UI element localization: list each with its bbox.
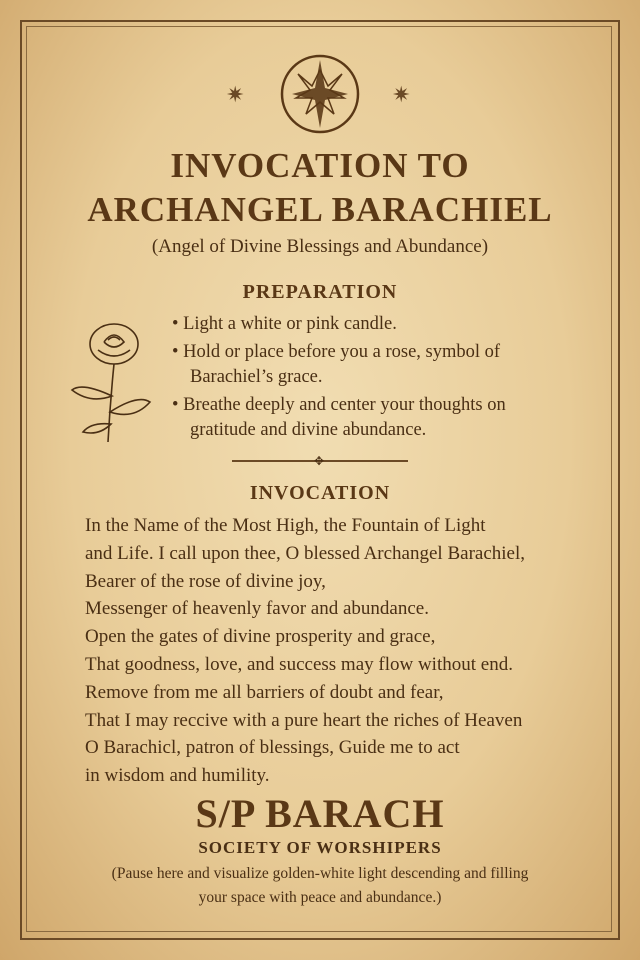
small-star-icon-right: ✷ (392, 82, 411, 107)
preparation-item: • Light a white or pink candle. (172, 314, 397, 334)
invocation-line: Remove from me all barriers of doubt and fear, (85, 681, 444, 703)
invocation-line: Bearer of the rose of divine joy, (85, 570, 326, 592)
invocation-heading: INVOCATION (249, 482, 391, 504)
rose-icon (64, 316, 156, 446)
compass-star-emblem (272, 52, 368, 136)
invocation-line: in wisdom and humility. (85, 765, 270, 787)
invocation-line: That goodness, love, and success may flow without end. (85, 653, 513, 675)
invocation-line: Messenger of heavenly favor and abundance. (85, 598, 429, 620)
title-line-2: ARCHANGEL BARACHIEL (87, 190, 553, 229)
invocation-text (85, 512, 525, 790)
preparation-item: • Breathe deeply and center your thoughts on gratitude and divine abundance. (172, 395, 506, 440)
invocation-line: and Life. I call upon thee, O blessed Archangel Barachiel, (85, 542, 525, 564)
preparation-heading: PREPARATION (242, 281, 398, 303)
invocation-line: O Barachicl, patron of blessings, Guide me to act (85, 737, 460, 759)
invocation-line: In the Name of the Most High, the Fountain of Light (85, 515, 486, 536)
subtitle: (Angel of Divine Blessings and Abundance) (151, 236, 489, 257)
small-star-icon-left: ✷ (226, 82, 245, 107)
society-name: SOCIETY OF WORSHIPERS (198, 838, 442, 857)
preparation-item: • Hold or place before you a rose, symbol of Barachiel’s grace. (172, 342, 501, 387)
brand-name: S/P BARACH (195, 791, 445, 836)
closing-note: (Pause here and visualize golden-white light descending and filling your space with peace and abundance.) (111, 865, 529, 906)
invocation-line: Open the gates of divine prosperity and grace, (85, 626, 436, 648)
invocation-line: That I may reccive with a pure heart the riches of Heaven (85, 709, 523, 731)
preparation-list (172, 312, 570, 446)
title-line-1: INVOCATION TO (170, 146, 470, 185)
ornamental-divider: ✥ (232, 460, 408, 463)
